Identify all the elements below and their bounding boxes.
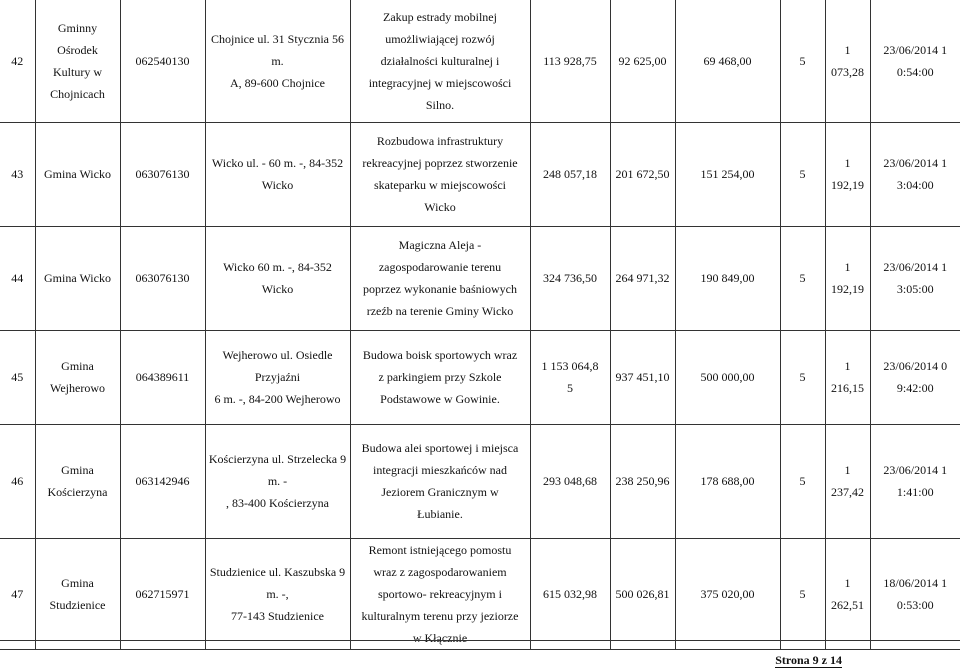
grant-amount: 500 000,00 bbox=[675, 330, 780, 424]
row-number: 44 bbox=[0, 226, 35, 330]
eligible-cost: 238 250,96 bbox=[610, 424, 675, 538]
submission-date: 23/06/2014 1 3:05:00 bbox=[870, 226, 960, 330]
table-row bbox=[0, 538, 960, 649]
beneficiary-code: 063142946 bbox=[120, 424, 205, 538]
project-title: Budowa alei sportowej i miejsca integracji mieszkańców nad Jeziorem Granicznym w Łubianie. bbox=[350, 424, 530, 538]
submission-date: 23/06/2014 1 1:41:00 bbox=[870, 424, 960, 538]
score-points: 5 bbox=[780, 122, 825, 226]
project-title: Budowa boisk sportowych wraz z parkingiem przy Szkole Podstawowe w Gowinie. bbox=[350, 330, 530, 424]
beneficiary-name: Gmina Wicko bbox=[35, 226, 120, 330]
beneficiary-address: Chojnice ul. 31 Stycznia 56 m. A, 89-600 Chojnice bbox=[205, 0, 350, 122]
ranking-score: 1 262,51 bbox=[825, 538, 870, 649]
beneficiary-code: 062715971 bbox=[120, 538, 205, 649]
ranking-score: 1 073,28 bbox=[825, 0, 870, 122]
page-number: Strona 9 z 14 bbox=[775, 653, 842, 667]
beneficiary-name: Gmina Wicko bbox=[35, 122, 120, 226]
score-points: 5 bbox=[780, 330, 825, 424]
grant-amount: 375 020,00 bbox=[675, 538, 780, 649]
footer-divider bbox=[0, 640, 960, 641]
beneficiary-address: Wejherowo ul. Osiedle Przyjaźni 6 m. -, 84-200 Wejherowo bbox=[205, 330, 350, 424]
submission-date: 23/06/2014 1 0:54:00 bbox=[870, 0, 960, 122]
ranking-score: 1 237,42 bbox=[825, 424, 870, 538]
score-points: 5 bbox=[780, 0, 825, 122]
project-title: Magiczna Aleja - zagospodarowanie terenu poprzez wykonanie baśniowych rzeźb na terenie Gminy Wicko bbox=[350, 226, 530, 330]
ranking-score: 1 192,19 bbox=[825, 226, 870, 330]
project-title: Zakup estrady mobilnej umożliwiającej rozwój działalności kulturalnej i integracyjnej w miejscowości Silno. bbox=[350, 0, 530, 122]
beneficiary-code: 063076130 bbox=[120, 122, 205, 226]
beneficiary-code: 064389611 bbox=[120, 330, 205, 424]
row-number: 43 bbox=[0, 122, 35, 226]
table-row bbox=[0, 424, 960, 538]
beneficiary-address: Wicko ul. - 60 m. -, 84-352 Wicko bbox=[205, 122, 350, 226]
beneficiary-name: Gmina Kościerzyna bbox=[35, 424, 120, 538]
score-points: 5 bbox=[780, 226, 825, 330]
ranking-score: 1 192,19 bbox=[825, 122, 870, 226]
submission-date: 23/06/2014 1 3:04:00 bbox=[870, 122, 960, 226]
table-row bbox=[0, 330, 960, 424]
total-cost: 324 736,50 bbox=[530, 226, 610, 330]
submission-date: 18/06/2014 1 0:53:00 bbox=[870, 538, 960, 649]
score-points: 5 bbox=[780, 538, 825, 649]
ranking-score: 1 216,15 bbox=[825, 330, 870, 424]
grant-amount: 151 254,00 bbox=[675, 122, 780, 226]
row-number: 46 bbox=[0, 424, 35, 538]
table-row bbox=[0, 122, 960, 226]
beneficiary-name: Gminny Ośrodek Kultury w Chojnicach bbox=[35, 0, 120, 122]
total-cost: 1 153 064,8 5 bbox=[530, 330, 610, 424]
beneficiary-address: Wicko 60 m. -, 84-352 Wicko bbox=[205, 226, 350, 330]
beneficiary-name: Gmina Studzienice bbox=[35, 538, 120, 649]
table-row bbox=[0, 0, 960, 122]
total-cost: 293 048,68 bbox=[530, 424, 610, 538]
grant-amount: 178 688,00 bbox=[675, 424, 780, 538]
project-title: Remont istniejącego pomostu wraz z zagospodarowaniem sportowo- rekreacyjnym i kulturalnym terenu przy jeziorze w Kłącznie bbox=[350, 538, 530, 649]
row-number: 42 bbox=[0, 0, 35, 122]
grant-amount: 69 468,00 bbox=[675, 0, 780, 122]
total-cost: 248 057,18 bbox=[530, 122, 610, 226]
beneficiary-address: Studzienice ul. Kaszubska 9 m. -, 77-143 Studzienice bbox=[205, 538, 350, 649]
eligible-cost: 92 625,00 bbox=[610, 0, 675, 122]
eligible-cost: 201 672,50 bbox=[610, 122, 675, 226]
submission-date: 23/06/2014 0 9:42:00 bbox=[870, 330, 960, 424]
grant-amount: 190 849,00 bbox=[675, 226, 780, 330]
row-number: 47 bbox=[0, 538, 35, 649]
eligible-cost: 264 971,32 bbox=[610, 226, 675, 330]
table-row bbox=[0, 226, 960, 330]
beneficiary-code: 062540130 bbox=[120, 0, 205, 122]
total-cost: 615 032,98 bbox=[530, 538, 610, 649]
eligible-cost: 500 026,81 bbox=[610, 538, 675, 649]
beneficiary-name: Gmina Wejherowo bbox=[35, 330, 120, 424]
total-cost: 113 928,75 bbox=[530, 0, 610, 122]
eligible-cost: 937 451,10 bbox=[610, 330, 675, 424]
beneficiary-address: Kościerzyna ul. Strzelecka 9 m. - , 83-400 Kościerzyna bbox=[205, 424, 350, 538]
row-number: 45 bbox=[0, 330, 35, 424]
score-points: 5 bbox=[780, 424, 825, 538]
project-title: Rozbudowa infrastruktury rekreacyjnej poprzez stworzenie skateparku w miejscowości Wicko bbox=[350, 122, 530, 226]
beneficiary-code: 063076130 bbox=[120, 226, 205, 330]
